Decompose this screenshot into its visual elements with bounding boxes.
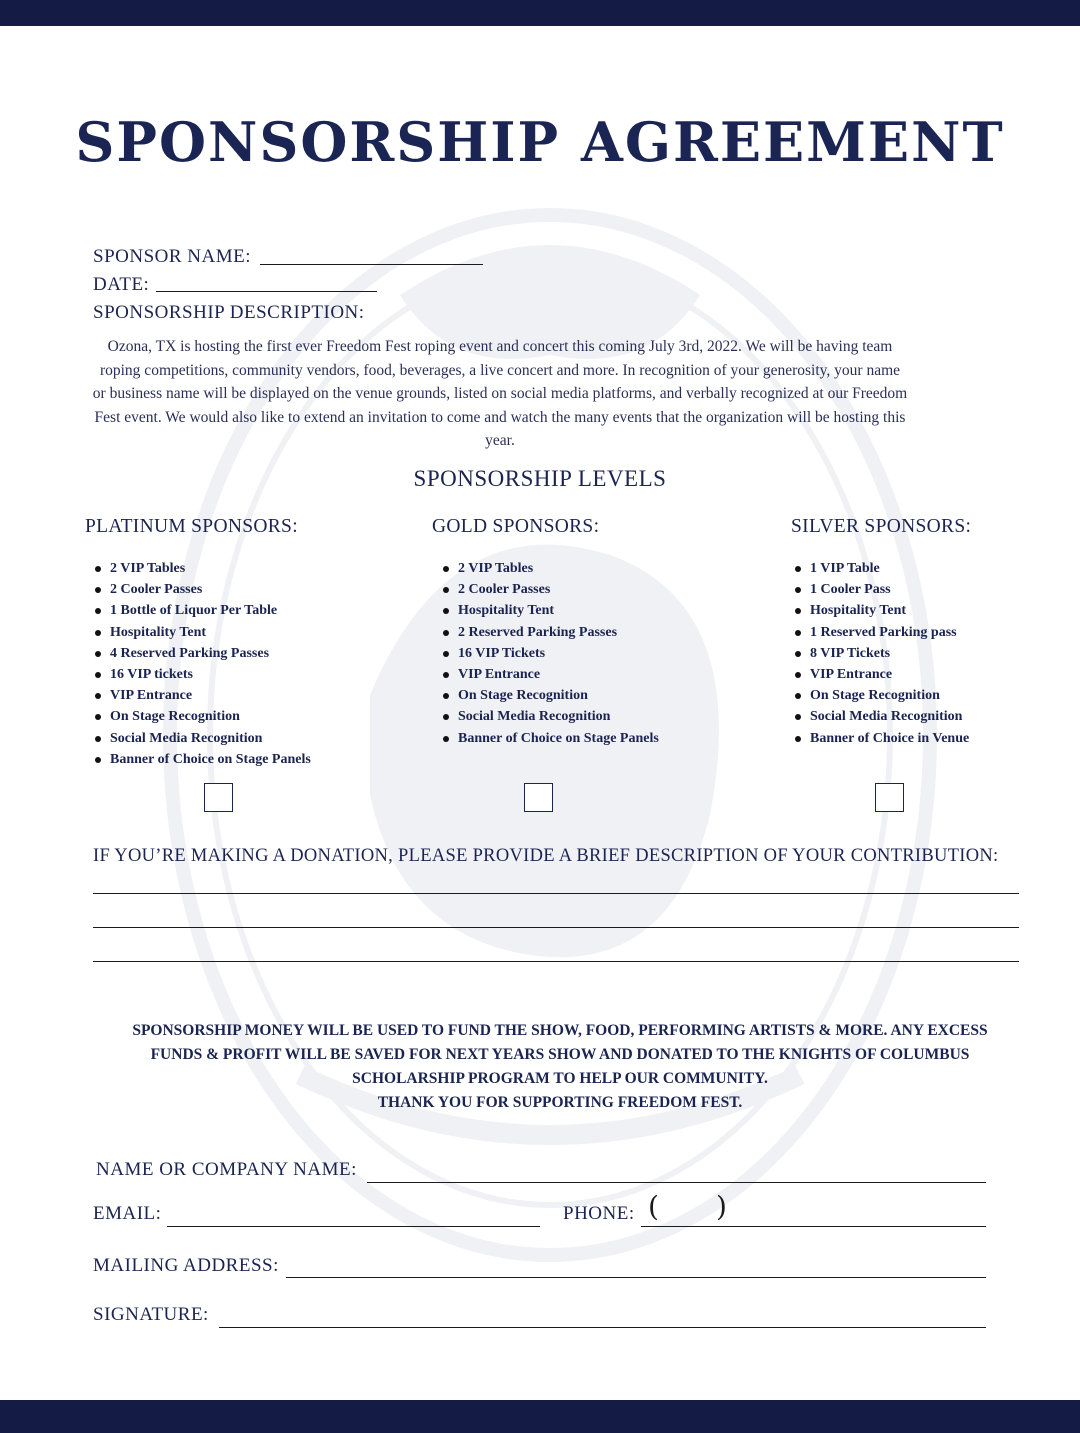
top-band: [0, 0, 1080, 26]
phone-label: PHONE:: [563, 1203, 635, 1224]
phone-close-paren: ): [716, 1190, 727, 1223]
levels-heading: SPONSORSHIP LEVELS: [413, 466, 667, 491]
notice-line: SCHOLARSHIP PROGRAM TO HELP OUR COMMUNITY.: [352, 1070, 768, 1087]
mailing-address-label: MAILING ADDRESS:: [93, 1255, 279, 1276]
mailing-address-field[interactable]: [286, 1277, 986, 1278]
platinum-benefits-list: [93, 558, 311, 770]
name-field[interactable]: [367, 1182, 986, 1183]
silver-heading: SILVER SPONSORS:: [791, 516, 972, 537]
signature-field[interactable]: [219, 1327, 986, 1328]
description-label: SPONSORSHIP DESCRIPTION:: [93, 302, 365, 323]
silver-benefits-list: [793, 558, 969, 749]
notice-line: THANK YOU FOR SUPPORTING FREEDOM FEST.: [377, 1094, 743, 1111]
list-item: Hospitality Tent: [793, 600, 969, 621]
list-item: Hospitality Tent: [441, 600, 659, 621]
platinum-heading: PLATINUM SPONSORS:: [85, 516, 298, 537]
list-item: 2 Cooler Passes: [93, 579, 311, 600]
funding-notice: [80, 1019, 1040, 1115]
list-item: Banner of Choice in Venue: [793, 728, 969, 749]
list-item: Social Media Recognition: [793, 706, 969, 727]
list-item: Banner of Choice on Stage Panels: [93, 749, 311, 770]
sponsorship-description: Ozona, TX is hosting the first ever Freedom Fest roping event and concert this coming July 3rd, 2022. We will be having team roping competitions, community vendors, food, beverages, a live concert and more. In recognition of your generosity, your name or business name will be displayed on the venue grounds, listed on social media platforms, and verbally recognized at our Freedom Fest event. We would also like to extend an invitation to come and watch the many events that the organization will be hosting this year.: [92, 338, 908, 449]
phone-field[interactable]: [641, 1226, 986, 1227]
sponsor-name-label: SPONSOR NAME:: [93, 246, 252, 267]
list-item: On Stage Recognition: [93, 706, 311, 727]
list-item: VIP Entrance: [441, 664, 659, 685]
list-item: On Stage Recognition: [441, 685, 659, 706]
list-item: 2 VIP Tables: [93, 558, 311, 579]
page-title: SPONSORSHIP AGREEMENT: [75, 110, 1005, 174]
sponsor-name-field[interactable]: [260, 264, 483, 265]
silver-checkbox[interactable]: [875, 783, 904, 812]
list-item: Banner of Choice on Stage Panels: [441, 728, 659, 749]
list-item: Hospitality Tent: [93, 622, 311, 643]
list-item: 1 Bottle of Liquor Per Table: [93, 600, 311, 621]
donation-line-2[interactable]: [93, 927, 1019, 928]
date-label: DATE:: [93, 274, 150, 295]
list-item: 2 Reserved Parking Passes: [441, 622, 659, 643]
donation-label: IF YOU’RE MAKING A DONATION, PLEASE PROVIDE A BRIEF DESCRIPTION OF YOUR CONTRIBUTION:: [93, 846, 999, 866]
donation-line-1[interactable]: [93, 893, 1019, 894]
email-field[interactable]: [167, 1226, 540, 1227]
gold-heading: GOLD SPONSORS:: [432, 516, 600, 537]
list-item: VIP Entrance: [93, 685, 311, 706]
signature-label: SIGNATURE:: [93, 1304, 209, 1325]
notice-line: FUNDS & PROFIT WILL BE SAVED FOR NEXT YEARS SHOW AND DONATED TO THE KNIGHTS OF COLUMBUS: [150, 1046, 970, 1063]
list-item: 8 VIP Tickets: [793, 643, 969, 664]
list-item: 2 Cooler Passes: [441, 579, 659, 600]
name-label: NAME OR COMPANY NAME:: [96, 1159, 357, 1180]
bottom-band: [0, 1400, 1080, 1433]
list-item: 1 Cooler Pass: [793, 579, 969, 600]
platinum-checkbox[interactable]: [204, 783, 233, 812]
list-item: 1 VIP Table: [793, 558, 969, 579]
list-item: Social Media Recognition: [441, 706, 659, 727]
donation-line-3[interactable]: [93, 961, 1019, 962]
email-label: EMAIL:: [93, 1203, 162, 1224]
list-item: 2 VIP Tables: [441, 558, 659, 579]
list-item: VIP Entrance: [793, 664, 969, 685]
date-field[interactable]: [156, 291, 377, 292]
list-item: 16 VIP tickets: [93, 664, 311, 685]
gold-checkbox[interactable]: [524, 783, 553, 812]
list-item: On Stage Recognition: [793, 685, 969, 706]
gold-benefits-list: [441, 558, 659, 749]
notice-line: SPONSORSHIP MONEY WILL BE USED TO FUND THE SHOW, FOOD, PERFORMING ARTISTS & MORE. ANY EXCESS: [132, 1022, 988, 1039]
list-item: 4 Reserved Parking Passes: [93, 643, 311, 664]
list-item: 1 Reserved Parking pass: [793, 622, 969, 643]
phone-open-paren: (: [648, 1190, 659, 1223]
list-item: 16 VIP Tickets: [441, 643, 659, 664]
list-item: Social Media Recognition: [93, 728, 311, 749]
